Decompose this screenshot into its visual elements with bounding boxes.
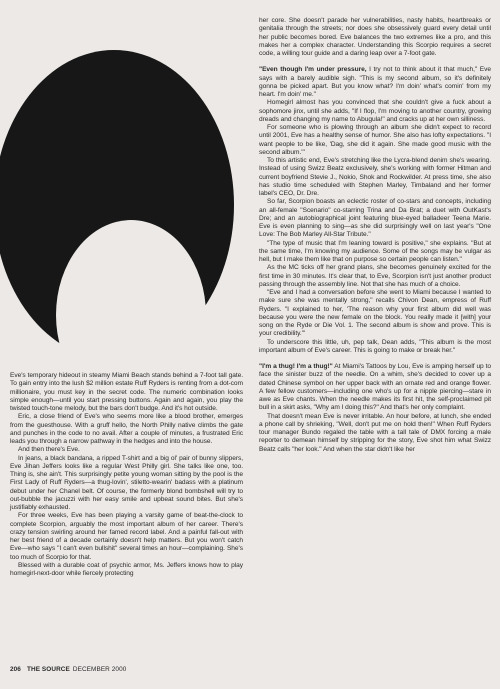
- paragraph: In jeans, a black bandana, a ripped T-shirt and a big ol' pair of bunny slippers, Eve Jihan Jeffers looks like a regular West Philly girl. She talks like one, too. Thing is, she ain't. This surprisingly petite young woman sitting by the pool is the First Lady of Ruff Ryders—a thug-lovin', stiletto-wearin' badass with a platinum debut under her Chanel belt. Of course, the formerly blond bombshell will try to out-bubble the jacuzzi with her easy smile and upbeat sound bites. But she's justifiably exhausted.: [10, 454, 243, 511]
- paragraph: So far, Scorpion boasts an eclectic roster of co-stars and concepts, including an all-female "Scenario" co-starring Trina and Da Brat; a duet with OutKast's Dre; and an autobiographical joint featuring blue-eyed balladeer Teena Marie. Eve is even planning to sing—as she did surprisingly well on last year's "One Love: The Bob Marley All-Star Tribute.": [259, 198, 491, 239]
- page-footer: [10, 666, 126, 673]
- paragraph: That doesn't mean Eve is never irritable. An hour before, at lunch, she ended a phone call by shrieking, "Well, don't put me on hold then!" When Ruff Ryders tour manager Bundo regaled the table with a tall tale of DMX forcing a male reporter to demean himself by stripping for the story, Eve shot him what Swizz Beatz calls "her look." And when the star didn't like her: [259, 412, 491, 453]
- paragraph: Homegirl almost has you convinced that she couldn't give a fuck about a sophomore jinx, until she adds, "If I flop, I'm moving to another country, growing dreads and changing my name to Abugula!" and cracks up at her own silliness.: [259, 99, 491, 123]
- paragraph-with-lead: [259, 363, 491, 413]
- left-column: [10, 372, 243, 578]
- lead-in: "Even though I'm under pressure,: [259, 66, 367, 74]
- paragraph-with-lead: [259, 66, 491, 99]
- paragraph-text: I try not to think about it that much," Eve says with a barely audible sigh. "This is my second album, so it's definitely gonna be picked apart. But you know what? I'm doin' what's comin' from my heart. I'm doin' me.": [259, 66, 492, 98]
- paragraph: For someone who is plowing through an album she didn't expect to record until 2001, Eve has a healthy sense of humor. She also has lofty expectations. "I want people to be like, 'Dag, she did it again. She made good music with the second album.'": [259, 124, 491, 156]
- paragraph: As the MC ticks off her grand plans, she becomes genuinely excited for the first time in 30 minutes. It's clear that, to Eve, Scorpion isn't just another product passing through the assembly line. Not that she has much of a choice.: [259, 264, 491, 288]
- paragraph: Eric, a close friend of Eve's who seems more like a blood brother, emerges from the guesthouse. With a gruff hello, the North Philly native climbs the gate and punches in the code to no avail. After a couple of minutes, a frustrated Eric leads you through a narrow pathway in the hedges and into the house.: [10, 413, 243, 445]
- paragraph: For three weeks, Eve has been playing a varsity game of beat-the-clock to complete Scorpion, arguably the most important album of her career. There's crazy tension swirling around her famed record label. And a painful fall-out with her best friend of a decade certainly doesn't help matters. But you won't catch Eve—who says "I can't even bullshit" several times an hour—complaining. She's too much of Scorpio for that.: [10, 512, 243, 561]
- paragraph: Blessed with a durable coat of psychic armor, Ms. Jeffers knows how to play homegirl-next-door while fiercely protecting: [10, 561, 243, 577]
- decorative-letter-e: [0, 50, 234, 360]
- magazine-name: THE SOURCE: [26, 666, 70, 673]
- paragraph: "Eve and I had a conversation before she went to Miami because I wanted to make sure she was mentally strong," recalls Chivon Dean, empress of Ruff Ryders. "I explained to her, 'The reason why your first album did well was because you were the new female on the block. You really made it [with] your song on the Ryde or Die Vol. 1. The second album is show and prove. This is your credibility.'": [259, 289, 491, 338]
- paragraph: And then there's Eve.: [18, 446, 80, 454]
- paragraph: her core. She doesn't parade her vulnerabilities, nasty habits, heartbreaks or genitalia through the streets; nor does she obsessively guard every detail until her public becomes bored. Eve balances the two extremes like a pro, and this makes her a complex character. Understanding this Scorpio requires a secret code, a willing tour guide and a daring leap over a 7-foot gate.: [259, 17, 491, 57]
- paragraph: To this artistic end, Eve's stretching like the Lycra-blend denim she's wearing. Instead of using Swizz Beatz exclusively, she's working with former Hitman and current boyfriend Stevie J., Nokio, Shok and Rockwilder. At press time, she also has studio time scheduled with Stephen Marley, Timbaland and her former label's CEO, Dr. Dre.: [259, 157, 491, 197]
- lead-in: "I'm a thug! I'm a thug!": [259, 363, 333, 370]
- paragraph: Eve's temporary hideout in steamy Miami Beach stands behind a 7-foot tall gate. To gain entry into the lush $2 million estate Ruff Ryders is renting from a dot-com millionaire, you must key in the secret code. The numeric combination looks simple enough—until you start pressing buttons. Again and again, you play the twisted touch-tone melody, but the bars don't budge. And it's hot outside.: [10, 372, 243, 412]
- right-column: [259, 17, 491, 454]
- paragraph: To underscore this little, uh, pep talk, Dean adds, "This album is the most important album of Eve's career. This is going to make or break her.": [259, 338, 491, 354]
- issue-date: DECEMBER 2000: [72, 666, 127, 673]
- paragraph: "The type of music that I'm leaning toward is positive," she explains. "But at the same time, I'm knowing my audience. Some of the songs may be vulgar as hell, but I make them like that on purpose so certain people can listen.": [259, 239, 491, 263]
- paragraph-text: At Miami's Tattoos by Lou, Eve is amping herself up to face the sinister buzz of the needle. On a whim, she's decided to cover up a dated Chinese symbol on her upper back with an ornate red and orange flower. A few fellow customers—including one who's up for a nipple piercing—stare in awe as Eve chants. When the needle makes its first hit, the self-proclaimed pit bull in a skirt asks, "Why am I doing this?" And that's her only complaint.: [259, 363, 491, 412]
- page-number: 206: [10, 666, 21, 673]
